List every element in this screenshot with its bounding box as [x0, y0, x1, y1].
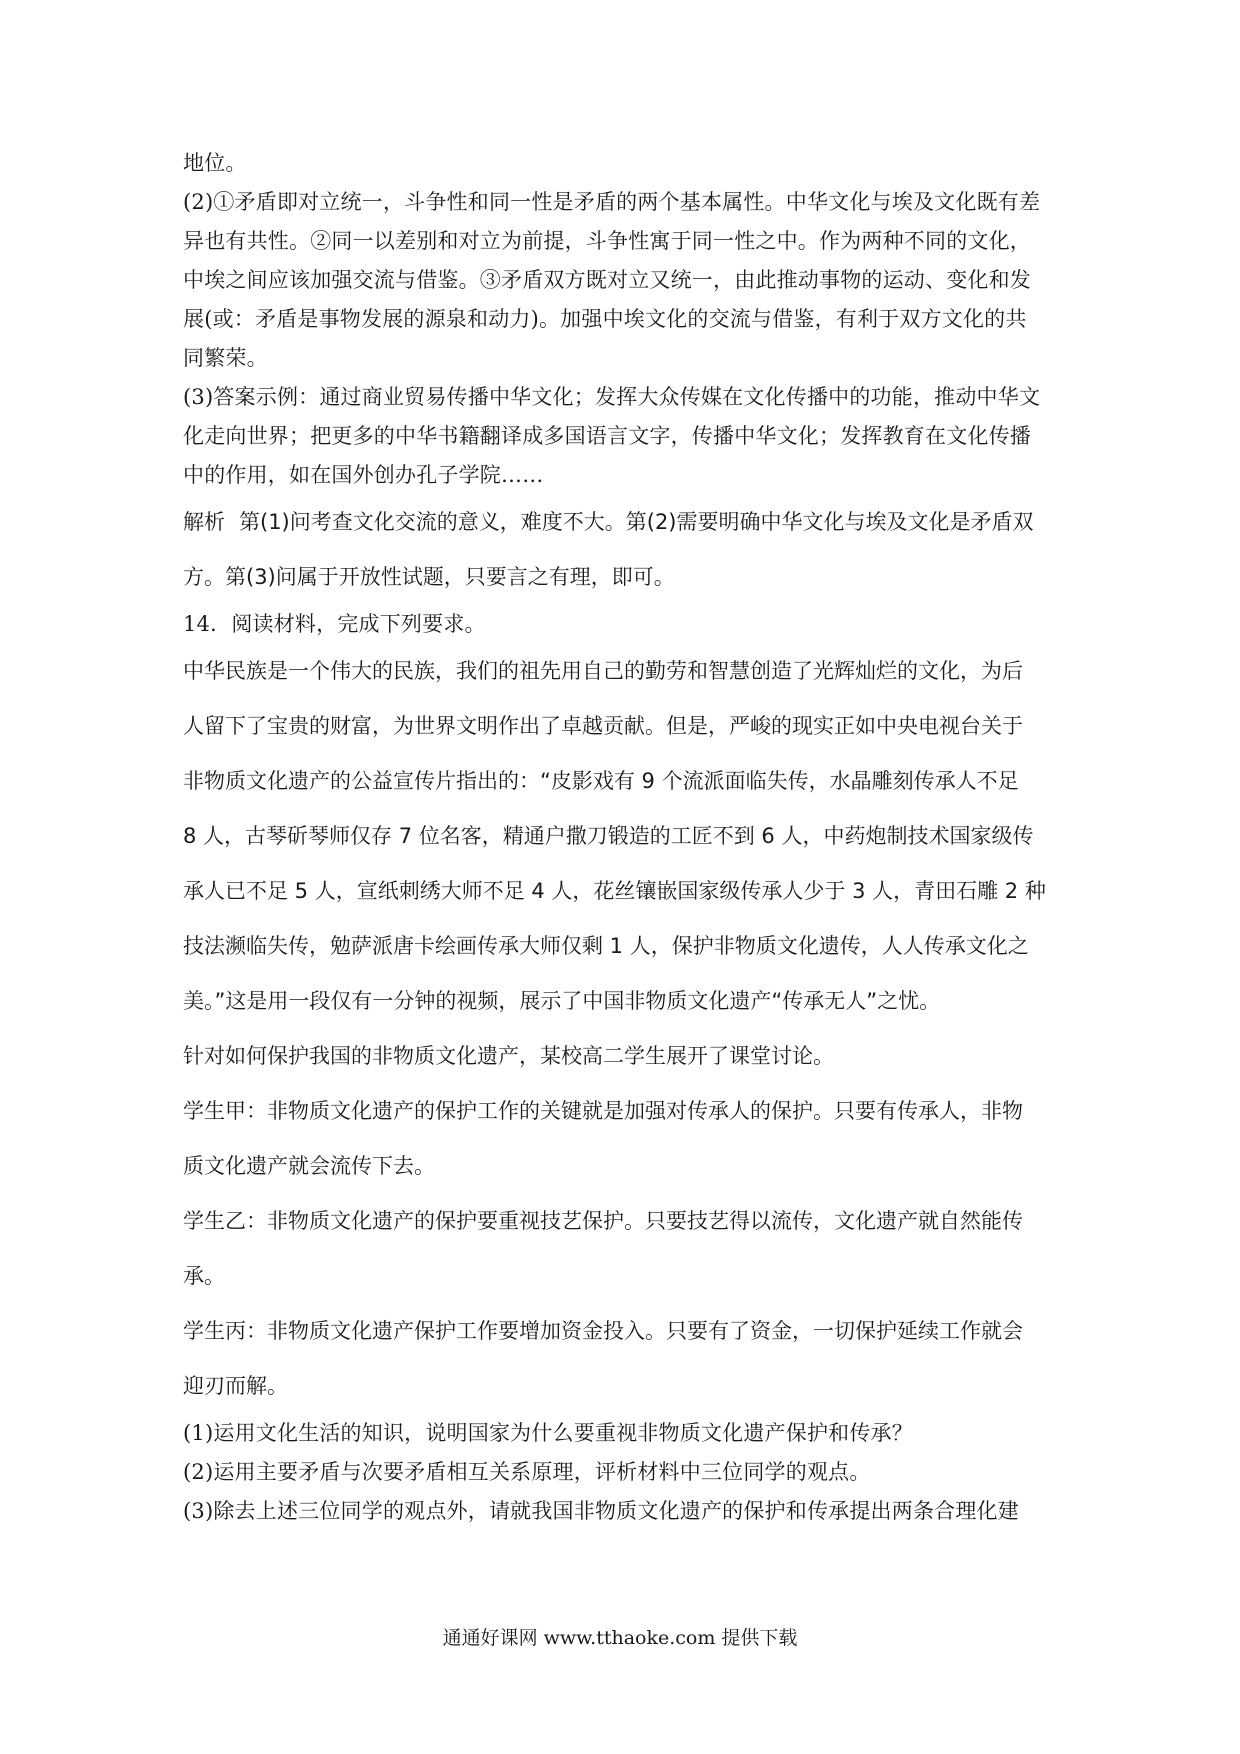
question-14-title: 14．阅读材料，完成下列要求。 — [183, 612, 486, 636]
discussion-intro: 针对如何保护我国的非物质文化遗产，某校高二学生展开了课堂讨论。 — [183, 1044, 834, 1068]
page-footer: 通通好课网 www.tthaoke.com 提供下载 — [442, 1627, 798, 1649]
analysis-line: 方。第(3)问属于开放性试题，只要言之有理，即可。 — [183, 565, 675, 589]
answer-part-3 — [183, 378, 1060, 495]
answer-p1-tail: 地位。 — [183, 151, 247, 175]
text-line: (3)答案示例：通过商业贸易传播中华文化；发挥大众传媒在文化传播中的功能，推动中华文 — [183, 385, 1041, 409]
analysis-section — [183, 495, 1060, 605]
material-line: 技法濒临失传，勉萨派唐卡绘画传承大师仅剩 1 人，保护非物质文化遗传，人人传承文化之 — [183, 934, 1029, 958]
text-line: 化走向世界；把更多的中华书籍翻译成多国语言文字，传播中华文化；发挥教育在文化传播 — [183, 424, 1031, 448]
text-line: 中的作用，如在国外创办孔子学院…… — [183, 463, 544, 487]
analysis-text: 第(1)问考查文化交流的意义，难度不大。第(2)需要明确中华文化与埃及文化是矛盾双 — [239, 510, 1034, 534]
subquestion-2: (2)运用主要矛盾与次要矛盾相互关系原理，评析材料中三位同学的观点。 — [183, 1460, 871, 1484]
question-14-subquestions — [183, 1414, 1060, 1531]
material-line: 非物质文化遗产的公益宣传片指出的：“皮影戏有 9 个流派面临失传，水晶雕刻传承人不足 — [183, 769, 1019, 793]
material-line: 美。”这是用一段仅有一分钟的视频，展示了中国非物质文化遗产“传承无人”之忧。 — [183, 989, 941, 1013]
material-line: 8 人，古琴斫琴师仅存 7 位名客，精通户撒刀锻造的工匠不到 6 人，中药炮制技术国家级传 — [183, 824, 1034, 848]
text-line: 异也有共性。②同一以差别和对立为前提，斗争性寓于同一性之中。作为两种不同的文化， — [183, 229, 1031, 253]
student-b-line: 承。 — [183, 1264, 225, 1288]
text-line: 中埃之间应该加强交流与借鉴。③矛盾双方既对立又统一，由此推动事物的运动、变化和发 — [183, 268, 1031, 292]
text-line: (2)①矛盾即对立统一，斗争性和同一性是矛盾的两个基本属性。中华文化与埃及文化既有差 — [183, 190, 1041, 214]
material-line: 人留下了宝贵的财富，为世界文明作出了卓越贡献。但是，严峻的现实正如中央电视台关于 — [183, 714, 1023, 738]
text-line: 展(或：矛盾是事物发展的源泉和动力)。加强中埃文化的交流与借鉴，有利于双方文化的共 — [183, 307, 1027, 331]
student-c-line: 学生丙：非物质文化遗产保护工作要增加资金投入。只要有了资金，一切保护延续工作就会 — [183, 1319, 1023, 1343]
material-line: 中华民族是一个伟大的民族，我们的祖先用自己的勤劳和智慧创造了光辉灿烂的文化，为后 — [183, 659, 1023, 683]
student-a-line: 学生甲：非物质文化遗产的保护工作的关键就是加强对传承人的保护。只要有传承人，非物 — [183, 1099, 1023, 1123]
analysis-line — [183, 495, 1060, 550]
document-body — [183, 144, 1060, 1531]
analysis-label: 解析 — [183, 510, 225, 534]
student-c-line: 迎刃而解。 — [183, 1374, 288, 1398]
question-14-material — [183, 644, 1060, 1414]
material-line: 承人已不足 5 人，宣纸刺绣大师不足 4 人，花丝镶嵌国家级传承人少于 3 人，青田石雕 2 种 — [183, 879, 1046, 903]
student-b-line: 学生乙：非物质文化遗产的保护要重视技艺保护。只要技艺得以流传，文化遗产就自然能传 — [183, 1209, 1023, 1233]
text-line: 同繁荣。 — [183, 346, 268, 370]
subquestion-1: (1)运用文化生活的知识，说明国家为什么要重视非物质文化遗产保护和传承？ — [183, 1421, 913, 1445]
student-a-line: 质文化遗产就会流传下去。 — [183, 1154, 435, 1178]
answer-part-2 — [183, 183, 1060, 378]
subquestion-3: (3)除去上述三位同学的观点外，请就我国非物质文化遗产的保护和传承提出两条合理化建 — [183, 1499, 1019, 1523]
